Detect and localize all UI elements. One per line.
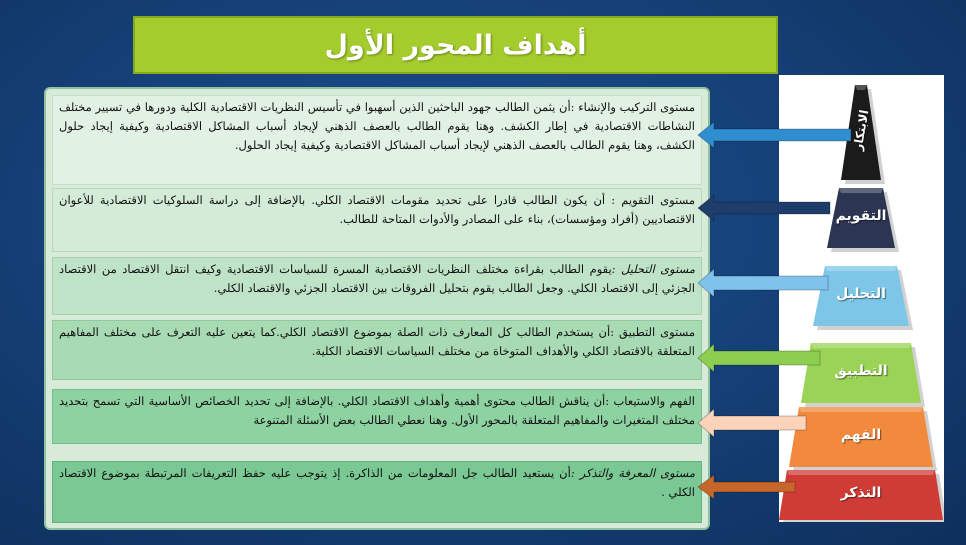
pyramid-tier-highlight bbox=[811, 343, 911, 348]
pyramid-label-remembering: التذكر bbox=[840, 485, 882, 501]
level-evaluation bbox=[52, 188, 702, 252]
level-description: يقوم الطالب بقراءة مختلف النظريات الاقتصادية المسرة للسياسات الاقتصادية وكيف انتقل الاقتصاد من الاقتصاد الجزئي إلى الاقتصاد الكلي. وجعل الطالب يقوم بتحليل الفروقات بين الاقتصاد الجزئي والاقتصاد الكلي. bbox=[59, 262, 695, 295]
pyramid-label-evaluation: التقويم bbox=[835, 208, 887, 224]
level-description: أن يثمن الطالب جهود الباحثين الذين أسهبوا في تأسيس النظريات الاقتصادية الكلية ودورها في تسيير مختلف النشاطات الاقتصادية في إطار الكشف. وهنا يقوم الطالب بالعصف الذهني لإيجاد أسباب المشاكل الاقتصادية وكيفية إيجاد حلول الكشف، وهنا يقوم الطالب بالعصف الذهني لإيجاد أسباب المشاكل الاقتصادية وكيفية إيجاد الحلول. bbox=[59, 100, 695, 152]
level-title: مستوى المعرفة والتذكر : bbox=[570, 466, 696, 480]
level-analysis bbox=[52, 257, 702, 315]
level-description: أن يكون الطالب قادرا على تحديد مقومات الاقتصاد الكلي. بالإضافة إلى دراسة السلوكيات الاقتصادية للأعوان الاقتصاديين (أفراد ومؤسسات)، بناء على المصادر والأدوات المتاحة للطالب. bbox=[59, 193, 695, 226]
pyramid-tier-highlight bbox=[787, 470, 935, 475]
pyramid-label-creation: الابتكار bbox=[850, 108, 872, 151]
level-title: مستوى التقويم : bbox=[611, 193, 695, 207]
level-remembering bbox=[52, 461, 702, 523]
level-title: الفهم والاستيعاب : bbox=[605, 394, 696, 408]
level-title: مستوى التطبيق : bbox=[610, 325, 695, 339]
level-description: أن يناقش الطالب محتوى أهمية وأهداف الاقتصاد الكلي. بالإضافة إلى تحديد الخصائص الأساسية التي تسمح بتحديد مختلف المتغيرات والمفاهيم المتعلقة بالمحور الأول. وهنا نعطي الطالب بعض الأسئلة المتنوعة bbox=[59, 394, 695, 427]
pyramid-tier-highlight bbox=[825, 266, 897, 271]
level-creation bbox=[52, 95, 702, 185]
pyramid-tier-highlight bbox=[839, 188, 883, 193]
level-understanding bbox=[52, 389, 702, 444]
objectives-panel bbox=[44, 87, 710, 530]
level-title: مستوى التحليل : bbox=[611, 262, 695, 276]
pyramid-label-analysis: التحليل bbox=[836, 286, 886, 302]
pyramid-label-application: التطبيق bbox=[834, 363, 888, 379]
slide-title: أهداف المحور الأول bbox=[133, 16, 778, 74]
level-description: أن يستعيد الطالب جل المعلومات من الذاكرة. إذ يتوجب عليه حفظ التعريفات المرتبطة بموضوع الاقتصاد الكلي . bbox=[59, 466, 695, 499]
level-title: مستوى التركيب والإنشاء : bbox=[570, 100, 695, 114]
pyramid-tier-highlight bbox=[799, 407, 923, 412]
level-application bbox=[52, 320, 702, 380]
pyramid-label-understanding: الفهم bbox=[840, 427, 882, 443]
level-description: أن يستخدم الطالب كل المعارف ذات الصلة بموضوع الاقتصاد الكلي.كما يتعين عليه التعرف على مختلف المفاهيم المتعلقة بالاقتصاد الكلي والأهداف المتوخاة من مختلف السياسات الاقتصاد الكلية. bbox=[59, 325, 695, 358]
